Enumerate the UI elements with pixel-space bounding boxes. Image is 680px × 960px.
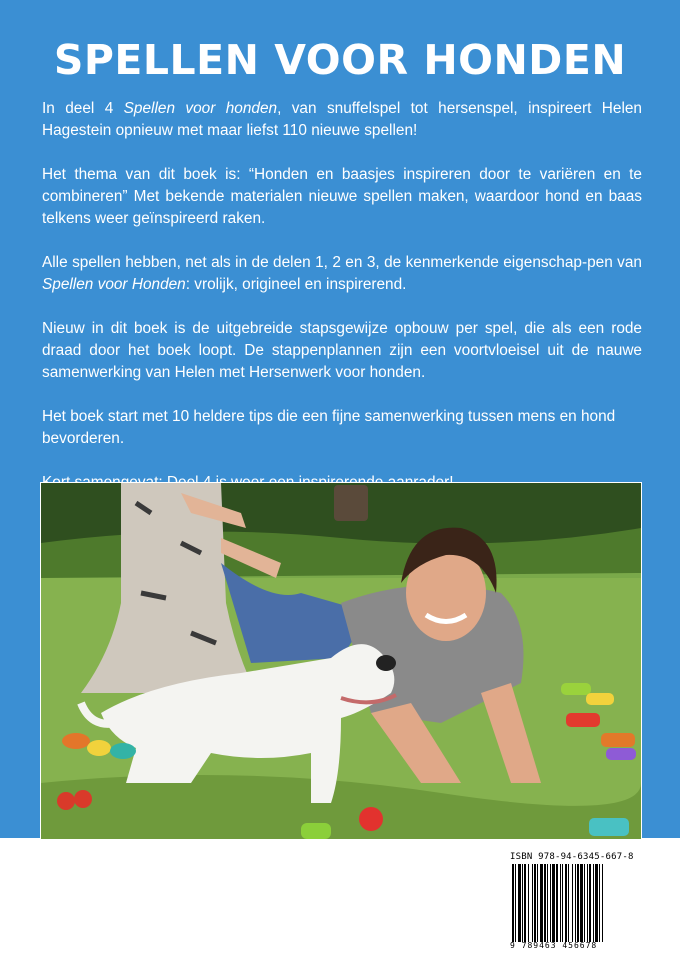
blurb-paragraph-1: In deel 4 Spellen voor honden, van snuffelspel tot hersenspel, inspireert Helen Hagestein opnieuw met maar liefst 110 nieuwe spellen!	[42, 100, 642, 139]
photo-woman-and-dog-on-lawn	[41, 483, 641, 839]
blurb-text	[42, 98, 642, 516]
barcode-area	[510, 852, 638, 950]
barcode-digits: 9 789463 456678	[510, 941, 598, 950]
blurb-paragraph-5: Het boek start met 10 heldere tips die een fijne samenwerking tussen mens en hond bevorderen.	[42, 408, 616, 447]
series-title-italic: Spellen voor honden	[123, 100, 278, 117]
cover-photo	[40, 482, 642, 840]
series-title-italic: Spellen voor Honden	[42, 276, 186, 293]
blurb-paragraph-2: Het thema van dit boek is: “Honden en baasjes inspireren door te variëren en te combineren” Met bekende materialen nieuwe spellen maken, waardoor hond en baas telkens weer geïnspireerd raken.	[42, 166, 642, 227]
blurb-paragraph-3: Alle spellen hebben, net als in de delen 1, 2 en 3, de kenmerkende eigenschap-pen van Spellen voor Honden: vrolijk, origineel en inspirerend.	[42, 254, 642, 293]
barcode-icon	[510, 864, 638, 942]
isbn-label: ISBN 978-94-6345-667-8	[510, 852, 634, 862]
book-title: SPELLEN VOOR HONDEN	[53, 36, 627, 84]
blurb-paragraph-4: Nieuw in dit boek is de uitgebreide stapsgewijze opbouw per spel, die als een rode draad door het boek loopt. De stappenplannen zijn een voortvloeisel uit de nauwe samenwerking van Helen met Hersenwerk voor honden.	[42, 320, 642, 381]
